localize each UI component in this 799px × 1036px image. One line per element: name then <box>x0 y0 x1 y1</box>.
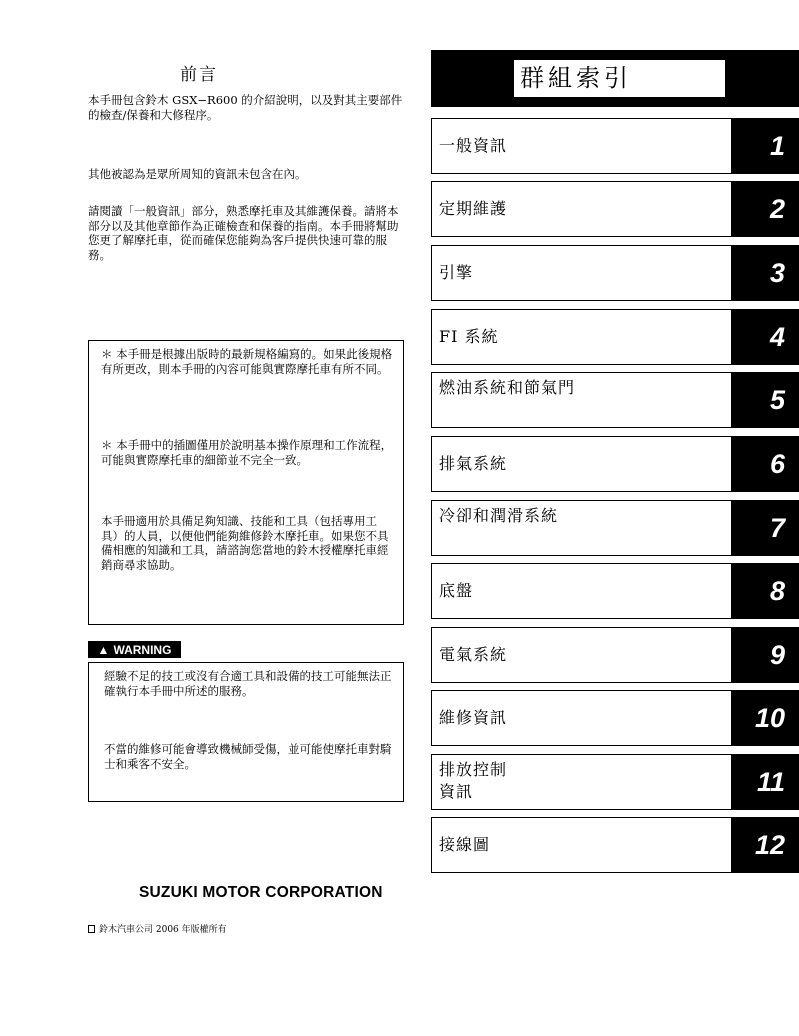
section-number[interactable]: 10 <box>731 690 799 746</box>
preface-title: 前言 <box>180 65 218 85</box>
notice-illustration-text: ＊ 本手冊中的插圖僅用於說明基本操作原理和工作流程，可能與實際摩托車的細節並不完全一致。 <box>101 438 393 467</box>
warning-text-2: 不當的維修可能會導致機械師受傷，並可能使摩托車對騎士和乘客不安全。 <box>104 742 392 771</box>
group-index-row <box>431 245 799 301</box>
copyright-line <box>88 922 227 935</box>
section-number[interactable]: 11 <box>731 754 799 810</box>
warning-triangle-icon: ▲ <box>97 642 110 657</box>
section-number[interactable]: 5 <box>731 372 799 428</box>
section-tab[interactable] <box>431 500 731 556</box>
warning-text-1: 經驗不足的技工或沒有合適工具和設備的技工可能無法正確執行本手冊中所述的服務。 <box>104 669 392 698</box>
section-tab[interactable] <box>431 627 731 683</box>
section-label: 冷卻和潤滑系統 <box>439 506 559 525</box>
group-index-row <box>431 563 799 619</box>
notice-spec-text: ＊ 本手冊是根據出版時的最新規格編寫的。如果此後規格有所更改，則本手冊的內容可能與實際摩托車有所不同。 <box>101 347 393 376</box>
group-index-row <box>431 500 799 556</box>
section-label: 燃油系統和節氣門 <box>439 378 576 397</box>
warning-badge-label: WARNING <box>113 642 172 657</box>
section-number[interactable]: 9 <box>731 627 799 683</box>
group-index-title: 群組索引 <box>514 60 725 97</box>
copyright-box-icon <box>88 925 95 933</box>
section-tab[interactable] <box>431 754 731 810</box>
section-tab[interactable] <box>431 245 731 301</box>
section-label: 維修資訊 <box>439 708 508 727</box>
section-tab[interactable] <box>431 118 731 174</box>
section-label: 電氣系統 <box>439 645 508 664</box>
group-index-row <box>431 436 799 492</box>
section-tab[interactable] <box>431 563 731 619</box>
group-index-row <box>431 309 799 365</box>
preface-intro-text: 本手冊包含鈴木 GSX−R600 的介紹說明，以及對其主要部件的檢查/保養和大修程序。 <box>88 93 403 122</box>
section-label: 接線圖 <box>439 835 491 854</box>
section-label: 排氣系統 <box>439 454 508 473</box>
preface-scope-text: 其他被認為是眾所周知的資訊未包含在內。 <box>88 167 307 181</box>
warning-badge <box>88 641 181 658</box>
section-number[interactable]: 12 <box>731 817 799 873</box>
group-index-row <box>431 627 799 683</box>
section-label: 定期維護 <box>439 199 508 218</box>
group-index-row <box>431 181 799 237</box>
section-number[interactable]: 1 <box>731 118 799 174</box>
section-tab[interactable] <box>431 181 731 237</box>
group-index-row <box>431 690 799 746</box>
section-tab[interactable] <box>431 690 731 746</box>
section-label: 排放控制資訊 <box>439 760 508 801</box>
group-index-row <box>431 754 799 810</box>
notice-box <box>88 340 404 625</box>
group-index-row <box>431 372 799 428</box>
notice-audience-text: 本手冊適用於具備足夠知識、技能和工具（包括專用工具）的人員，以便他們能夠維修鈴木摩托車。如果您不具備相應的知識和工具，請諮詢您當地的鈴木授權摩托車經銷商尋求協助。 <box>101 514 389 572</box>
section-label: 引擎 <box>439 263 474 282</box>
section-tab[interactable] <box>431 309 731 365</box>
copyright-text: 鈴木汽車公司 2006 年版權所有 <box>99 925 227 935</box>
section-label: 底盤 <box>439 581 474 600</box>
section-tab[interactable] <box>431 817 731 873</box>
section-number[interactable]: 4 <box>731 309 799 365</box>
section-number[interactable]: 3 <box>731 245 799 301</box>
section-number[interactable]: 6 <box>731 436 799 492</box>
group-index-row <box>431 118 799 174</box>
section-label: 一般資訊 <box>439 136 508 155</box>
group-index-row <box>431 817 799 873</box>
section-label: FI 系統 <box>439 327 499 346</box>
section-number[interactable]: 8 <box>731 563 799 619</box>
section-tab[interactable] <box>431 372 731 428</box>
section-tab[interactable] <box>431 436 731 492</box>
preface-guidance-text: 請閱讀「一般資訊」部分，熟悉摩托車及其維護保養。請將本部分以及其他章節作為正確檢查和保養的指南。本手冊將幫助您更了解摩托車，從而確保您能夠為客戶提供快速可靠的服務。 <box>88 204 399 262</box>
section-number[interactable]: 7 <box>731 500 799 556</box>
group-index-header <box>431 50 799 107</box>
section-number[interactable]: 2 <box>731 181 799 237</box>
corporation-name: SUZUKI MOTOR CORPORATION <box>139 884 383 901</box>
